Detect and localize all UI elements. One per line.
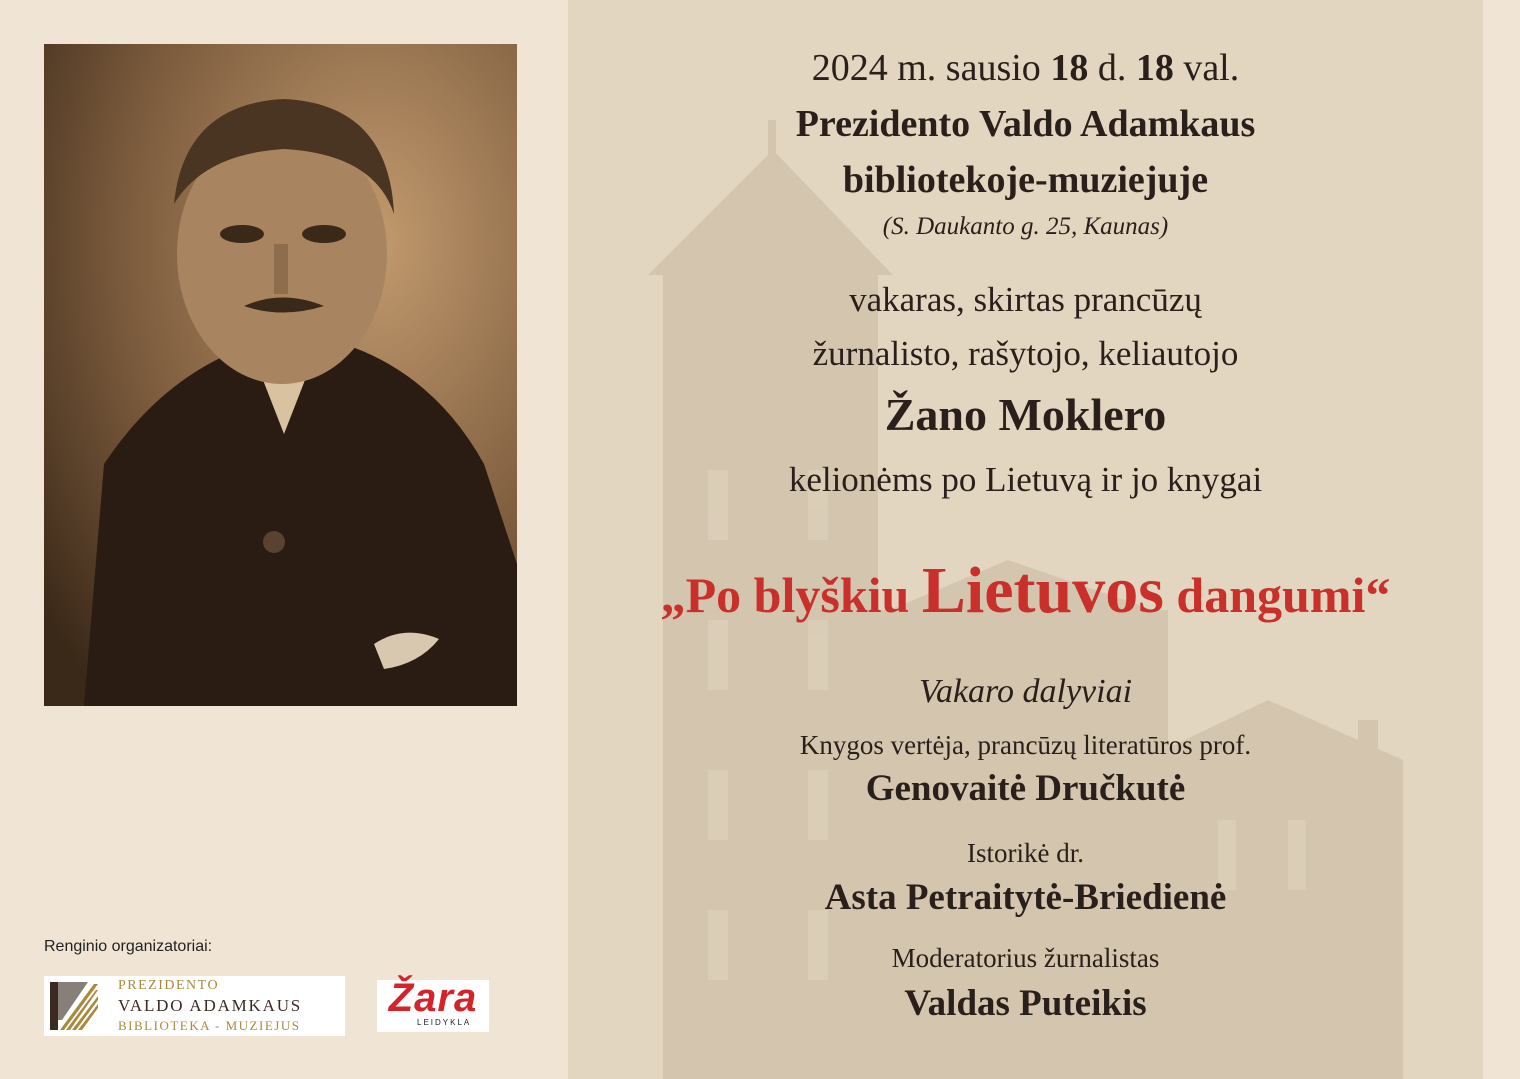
library-logo: [44, 976, 345, 1036]
venue-address: (S. Daukanto g. 25, Kaunas): [882, 213, 1169, 240]
event-day: 18: [1050, 47, 1089, 89]
honoree-name: Žano Moklero: [884, 389, 1167, 440]
participant-role-2: Istorikė dr.: [967, 838, 1084, 868]
library-logo-line-2: VALDO ADAMKAUS: [118, 996, 303, 1015]
venue-line-2: bibliotekoje-muziejuje: [842, 159, 1209, 201]
description-line-2: žurnalisto, rašytojo, keliautojo: [812, 334, 1239, 373]
library-logo-line-3: BIBLIOTEKA - MUZIEJUS: [118, 1018, 301, 1033]
right-edge-strip: [1483, 0, 1520, 1079]
participants-heading: Vakaro dalyviai: [918, 673, 1133, 710]
portrait-photo: [44, 44, 517, 706]
venue-line-1: Prezidento Valdo Adamkaus: [795, 103, 1256, 145]
library-logo-line-1: PREZIDENTO: [118, 978, 220, 993]
book-title: [568, 553, 1483, 629]
day-suffix: d.: [1097, 47, 1127, 89]
book-title-part-1: „Po blyškiu: [660, 567, 910, 623]
participant-role-1: Knygos vertėja, prancūzų literatūros prof.: [799, 730, 1252, 760]
publisher-logo-name: Žara: [388, 976, 478, 1020]
event-hour: 18: [1135, 47, 1174, 89]
description-line-3: kelionėms po Lietuvą ir jo knygai: [788, 460, 1263, 499]
organizers-label: Renginio organizatoriai:: [44, 938, 213, 955]
publisher-logo: [377, 976, 489, 1032]
publisher-logo-sub: LEIDYKLA: [417, 1018, 472, 1027]
event-date-time: [568, 46, 1483, 90]
library-book-icon: [48, 980, 100, 1032]
book-title-part-2: Lietuvos: [921, 554, 1164, 627]
participant-name-2: Asta Petraitytė-Briedienė: [824, 877, 1227, 918]
book-title-part-3: dangumi“: [1176, 567, 1391, 623]
date-prefix: 2024 m. sausio: [811, 47, 1041, 89]
participant-role-3: Moderatorius žurnalistas: [891, 943, 1160, 973]
participant-name-1: Genovaitė Dručkutė: [865, 768, 1186, 809]
hour-suffix: val.: [1183, 47, 1240, 89]
description-line-1: vakaras, skirtas prancūzų: [849, 280, 1202, 319]
participant-name-3: Valdas Puteikis: [904, 983, 1147, 1024]
